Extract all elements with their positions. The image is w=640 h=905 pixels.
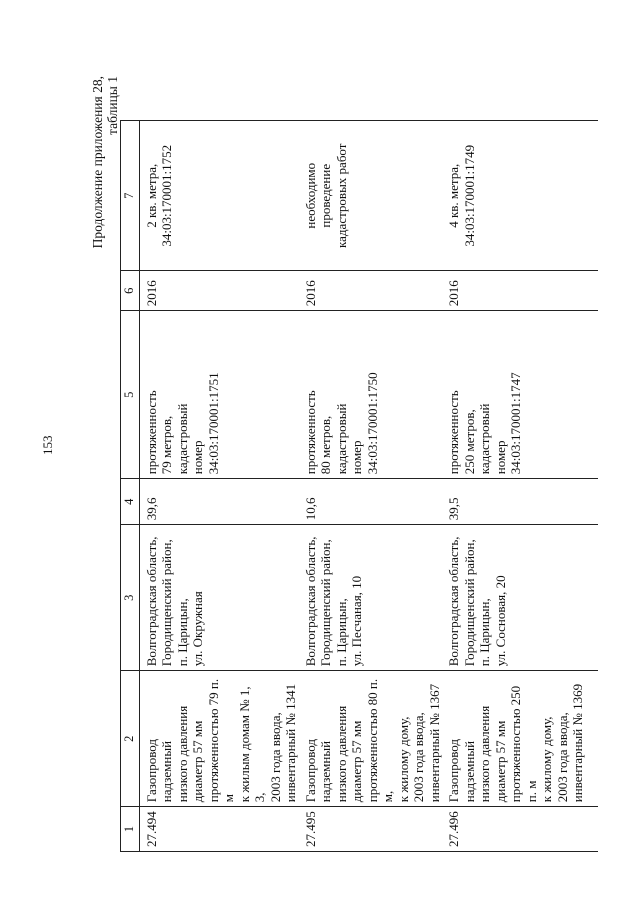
object-note: необходимо проведение кадастровых работ <box>301 121 445 271</box>
object-name: Газопровод надземный низкого давления диаметр 57 мм протяженностью 79 п. м к жилым домам № 1, 3, 2003 года ввода, инвентарный № 1341 <box>139 671 301 807</box>
column-header: 2 <box>121 671 140 807</box>
object-year: 2016 <box>444 271 598 311</box>
object-value: 39,5 <box>444 479 598 525</box>
column-header: 4 <box>121 479 140 525</box>
object-address: Волгоградская область, Городищенский район, п. Царицын, ул. Сосновая, 20 <box>444 525 598 671</box>
object-address: Волгоградская область, Городищенский район, п. Царицын, ул. Окружная <box>139 525 301 671</box>
property-table <box>120 120 598 852</box>
object-name: Газопровод надземный низкого давления диаметр 57 мм протяженностью 250 п. м к жилому дому, 2003 года ввода, инвентарный № 1369 <box>444 671 598 807</box>
row-number: 27.496 <box>444 807 598 852</box>
object-year: 2016 <box>139 271 301 311</box>
caption-line-1: Продолжение приложения 28, <box>90 76 105 249</box>
object-address: Волгоградская область, Городищенский район, п. Царицын, ул. Песчаная, 10 <box>301 525 445 671</box>
page-number: 153 <box>40 435 55 455</box>
table-header-row <box>121 121 140 852</box>
object-characteristics: протяженность 80 метров, кадастровый номер 34:03:170001:1750 <box>301 311 445 479</box>
object-value: 10,6 <box>301 479 445 525</box>
rotated-sheet <box>60 52 620 872</box>
column-header: 6 <box>121 271 140 311</box>
column-header: 3 <box>121 525 140 671</box>
column-header: 7 <box>121 121 140 271</box>
object-note: 2 кв. метра, 34:03:170001:1752 <box>139 121 301 271</box>
object-characteristics: протяженность 79 метров, кадастровый номер 34:03:170001:1751 <box>139 311 301 479</box>
table-row <box>301 121 445 852</box>
table-row <box>139 121 301 852</box>
table-row <box>444 121 598 852</box>
column-header: 1 <box>121 807 140 852</box>
object-name: Газопровод надземный низкого давления диаметр 57 мм протяженностью 80 п. м, к жилому дому, 2003 года ввода, инвентарный № 1367 <box>301 671 445 807</box>
table-caption <box>90 76 120 248</box>
row-number: 27.495 <box>301 807 445 852</box>
caption-line-2: таблицы 1 <box>105 76 120 135</box>
object-characteristics: протяженность 250 метров, кадастровый номер 34:03:170001:1747 <box>444 311 598 479</box>
object-note: 4 кв. метра, 34:03:170001:1749 <box>444 121 598 271</box>
column-header: 5 <box>121 311 140 479</box>
object-value: 39,6 <box>139 479 301 525</box>
row-number: 27.494 <box>139 807 301 852</box>
object-year: 2016 <box>301 271 445 311</box>
